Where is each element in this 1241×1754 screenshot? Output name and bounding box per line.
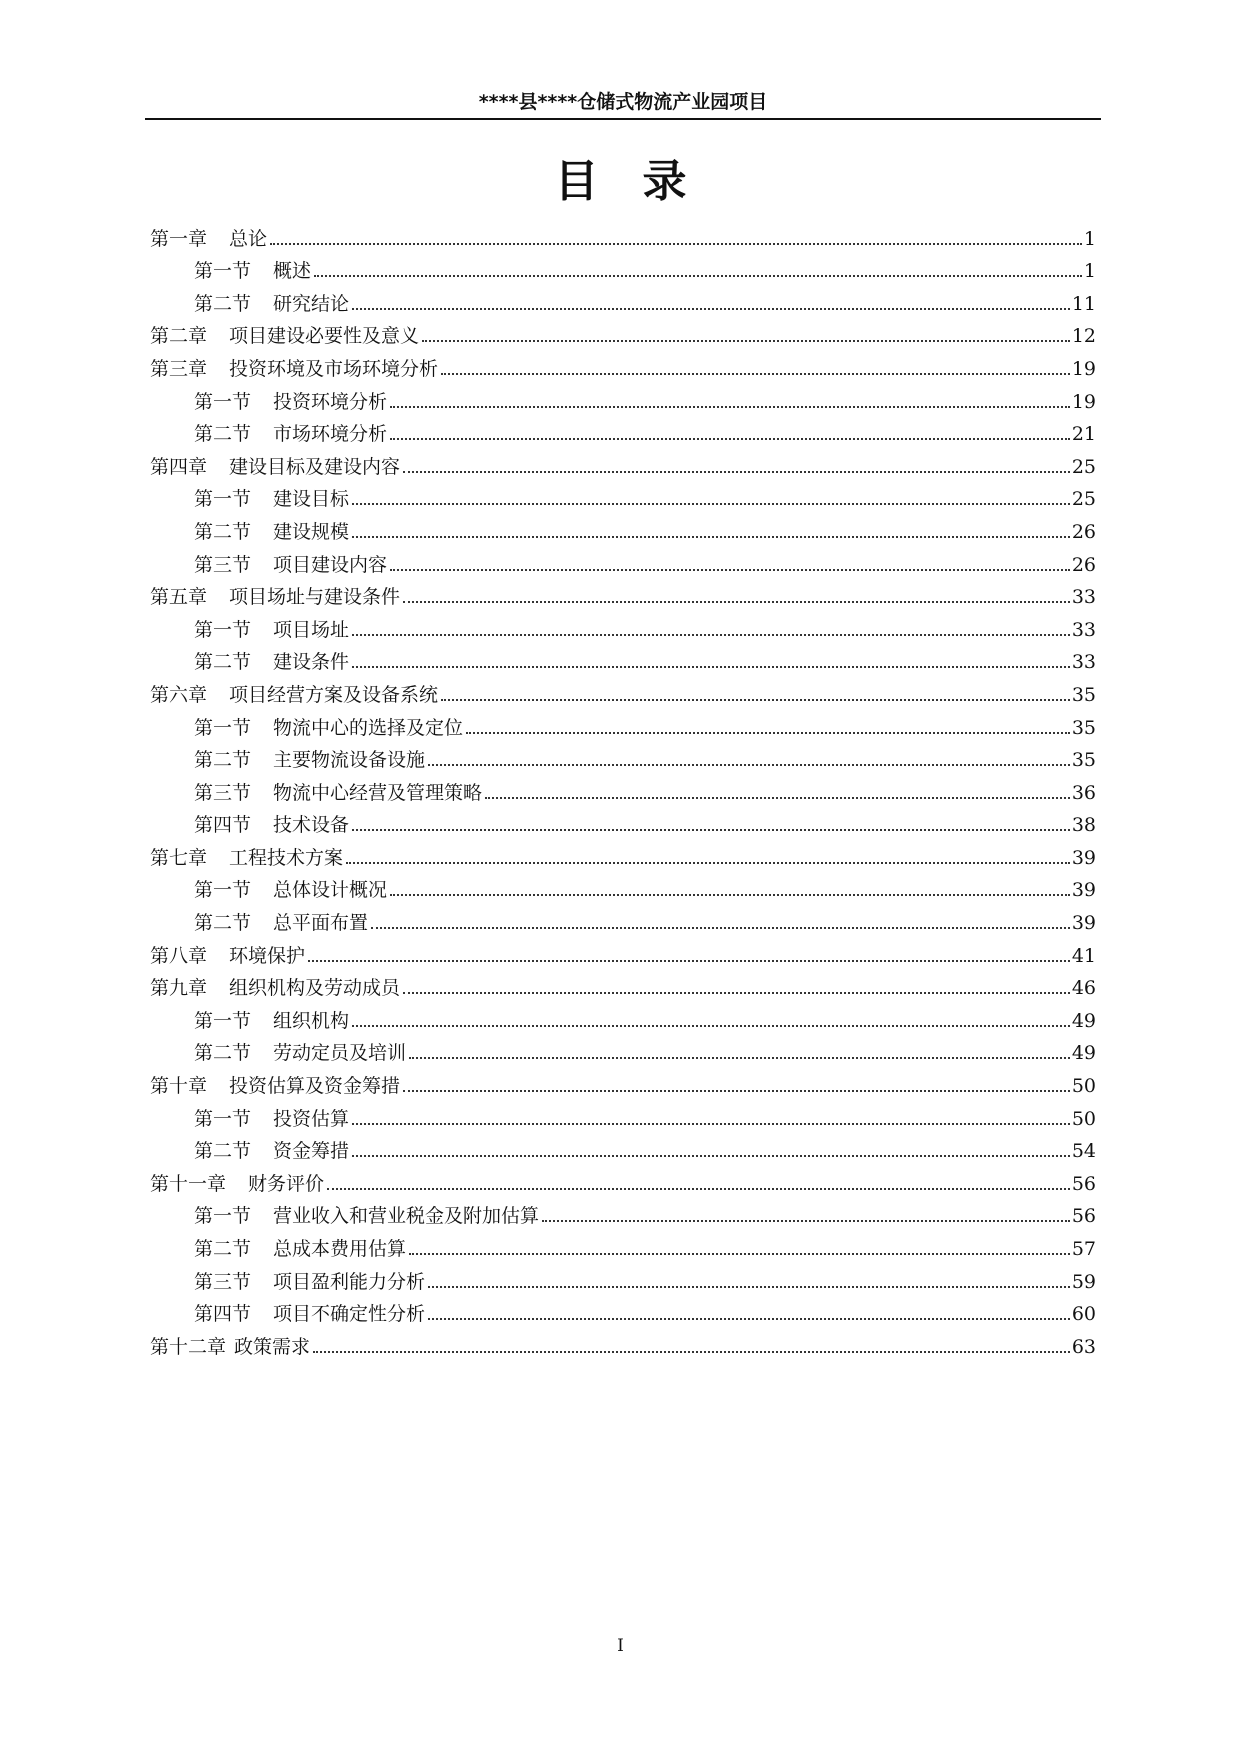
toc-entry-page: 1 bbox=[1083, 260, 1096, 283]
dot-leader bbox=[352, 829, 1070, 831]
dot-leader bbox=[428, 1318, 1070, 1320]
toc-entry-page: 36 bbox=[1071, 781, 1096, 804]
toc-entry-label bbox=[150, 944, 305, 968]
toc-entry-page: 26 bbox=[1071, 520, 1096, 543]
toc-entry-title: 概述 bbox=[273, 260, 312, 283]
toc-entry-label bbox=[150, 455, 400, 479]
toc-entry-title: 营业收入和营业税金及附加估算 bbox=[273, 1205, 540, 1228]
dot-leader bbox=[428, 1286, 1070, 1288]
toc-entry-title: 投资估算及资金筹措 bbox=[229, 1075, 401, 1098]
toc-entry-page: 50 bbox=[1071, 1075, 1096, 1098]
toc-entry-page: 12 bbox=[1071, 325, 1096, 348]
toc-section-entry[interactable] bbox=[150, 479, 1096, 512]
dot-leader bbox=[352, 536, 1070, 538]
toc-entry-label bbox=[150, 1172, 324, 1196]
toc-entry-page: 25 bbox=[1071, 488, 1096, 511]
toc-chapter-entry[interactable] bbox=[150, 837, 1096, 870]
toc-entry-title: 资金筹措 bbox=[273, 1140, 350, 1163]
dot-leader bbox=[308, 960, 1070, 962]
toc-entry-title: 环境保护 bbox=[229, 944, 306, 967]
toc-entry-title: 政策需求 bbox=[234, 1335, 311, 1358]
toc-entry-title: 工程技术方案 bbox=[229, 846, 344, 869]
toc-chapter-entry[interactable] bbox=[150, 316, 1096, 349]
toc-entry-label bbox=[194, 911, 368, 935]
toc-section-entry[interactable] bbox=[150, 1033, 1096, 1066]
toc-entry-title: 项目场址与建设条件 bbox=[229, 586, 401, 609]
toc-entry-number: 第二节 bbox=[194, 1042, 252, 1065]
dot-leader bbox=[409, 1057, 1070, 1059]
dot-leader bbox=[485, 797, 1070, 799]
toc-entry-number: 第二节 bbox=[194, 1238, 252, 1260]
toc-entry-number: 第一节 bbox=[194, 618, 252, 641]
toc-entry-label bbox=[194, 422, 387, 446]
toc-entry-number: 第一节 bbox=[194, 390, 252, 413]
toc-entry-title: 投资环境及市场环境分析 bbox=[229, 357, 439, 380]
toc-entry-label bbox=[194, 259, 311, 283]
toc-section-entry[interactable] bbox=[150, 1131, 1096, 1164]
toc-entry-label bbox=[194, 1204, 539, 1228]
dot-leader bbox=[390, 569, 1070, 571]
toc-entry-page: 54 bbox=[1071, 1140, 1096, 1163]
toc-entry-number: 第二节 bbox=[194, 423, 252, 446]
toc-section-entry[interactable] bbox=[150, 1228, 1096, 1261]
toc-chapter-entry[interactable] bbox=[150, 1326, 1096, 1359]
toc-entry-label bbox=[150, 324, 419, 348]
toc-title: 目录 bbox=[554, 156, 731, 207]
toc-section-entry[interactable] bbox=[150, 283, 1096, 316]
toc-entry-title: 项目建设必要性及意义 bbox=[229, 325, 420, 348]
dot-leader bbox=[352, 666, 1070, 668]
toc-entry-title: 财务评价 bbox=[248, 1172, 325, 1195]
dot-leader bbox=[441, 373, 1070, 375]
toc-entry-title: 投资估算 bbox=[273, 1107, 350, 1130]
toc-entry-label bbox=[194, 553, 387, 577]
toc-chapter-entry[interactable] bbox=[150, 348, 1096, 381]
toc-entry-title: 投资环境分析 bbox=[273, 390, 388, 413]
toc-entry-page: 39 bbox=[1071, 879, 1096, 902]
dot-leader bbox=[371, 927, 1070, 929]
toc-entry-title: 主要物流设备设施 bbox=[273, 749, 426, 772]
toc-chapter-entry[interactable] bbox=[150, 935, 1096, 968]
toc-entry-page: 49 bbox=[1071, 1042, 1096, 1065]
toc-entry-number: 第三节 bbox=[194, 1270, 252, 1293]
toc-entry-label bbox=[194, 292, 349, 316]
dot-leader bbox=[390, 438, 1070, 440]
dot-leader bbox=[403, 1090, 1070, 1092]
toc-section-entry[interactable] bbox=[150, 1261, 1096, 1294]
toc-section-entry[interactable] bbox=[150, 772, 1096, 805]
toc-entry-title: 物流中心经营及管理策略 bbox=[273, 781, 483, 804]
toc-chapter-entry[interactable] bbox=[150, 1065, 1096, 1098]
toc-chapter-entry[interactable] bbox=[150, 446, 1096, 479]
toc-entry-number: 第八章 bbox=[150, 944, 208, 967]
dot-leader bbox=[542, 1220, 1070, 1222]
toc-chapter-entry[interactable] bbox=[150, 1163, 1096, 1196]
toc-entry-number: 第二节 bbox=[194, 749, 252, 772]
toc-entry-number: 第一节 bbox=[194, 716, 252, 739]
toc-entry-number: 第二节 bbox=[194, 912, 252, 935]
toc-entry-label bbox=[194, 520, 349, 544]
toc-section-entry[interactable] bbox=[150, 1000, 1096, 1033]
toc-entry-number: 第二节 bbox=[194, 520, 252, 543]
toc-entry-title: 劳动定员及培训 bbox=[273, 1042, 407, 1065]
toc-entry-label bbox=[150, 683, 438, 707]
toc-section-entry[interactable] bbox=[150, 511, 1096, 544]
dot-leader bbox=[403, 601, 1070, 603]
dot-leader bbox=[352, 1025, 1070, 1027]
toc-entry-number: 第十章 bbox=[150, 1075, 208, 1098]
toc-entry-number: 第九章 bbox=[150, 977, 208, 1000]
dot-leader bbox=[390, 406, 1070, 408]
table-of-contents bbox=[150, 218, 1096, 1359]
toc-entry-title: 建设目标及建设内容 bbox=[229, 455, 401, 478]
toc-entry-number: 第六章 bbox=[150, 683, 208, 706]
toc-entry-label bbox=[150, 227, 267, 251]
toc-entry-page: 21 bbox=[1071, 423, 1096, 446]
toc-entry-page: 25 bbox=[1071, 455, 1096, 478]
dot-leader bbox=[390, 894, 1070, 896]
toc-entry-title: 项目不确定性分析 bbox=[273, 1303, 426, 1326]
toc-entry-number: 第二节 bbox=[194, 651, 252, 674]
toc-entry-page: 33 bbox=[1071, 651, 1096, 674]
dot-leader bbox=[352, 1155, 1070, 1157]
toc-entry-page: 41 bbox=[1071, 944, 1096, 967]
toc-section-entry[interactable] bbox=[150, 609, 1096, 642]
dot-leader bbox=[403, 992, 1070, 994]
toc-entry-page: 46 bbox=[1071, 977, 1096, 1000]
page-header bbox=[145, 86, 1101, 120]
toc-entry-number: 第一节 bbox=[194, 1205, 252, 1228]
toc-entry-label bbox=[194, 716, 463, 740]
toc-entry-number: 第二节 bbox=[194, 292, 252, 315]
toc-entry-title: 总体设计概况 bbox=[273, 879, 388, 902]
toc-section-entry[interactable] bbox=[150, 740, 1096, 773]
toc-entry-number: 第二节 bbox=[194, 1140, 252, 1163]
toc-chapter-entry[interactable] bbox=[150, 674, 1096, 707]
toc-entry-page: 38 bbox=[1071, 814, 1096, 837]
toc-entry-title: 项目场址 bbox=[273, 618, 350, 641]
toc-entry-label bbox=[150, 585, 400, 609]
toc-entry-label bbox=[150, 1074, 400, 1098]
toc-entry-label bbox=[194, 1139, 349, 1163]
toc-section-entry[interactable] bbox=[150, 1196, 1096, 1229]
toc-section-entry[interactable] bbox=[150, 870, 1096, 903]
toc-entry-page: 35 bbox=[1071, 683, 1096, 706]
toc-entry-title: 项目经营方案及设备系统 bbox=[229, 683, 439, 706]
toc-entry-page: 35 bbox=[1071, 749, 1096, 772]
toc-entry-page: 59 bbox=[1071, 1270, 1096, 1293]
toc-entry-number: 第三节 bbox=[194, 781, 252, 804]
dot-leader bbox=[403, 471, 1070, 473]
toc-section-entry[interactable] bbox=[150, 642, 1096, 675]
toc-entry-title: 总平面布置 bbox=[273, 912, 369, 935]
toc-entry-page: 50 bbox=[1071, 1107, 1096, 1130]
toc-chapter-entry[interactable] bbox=[150, 218, 1096, 251]
toc-section-entry[interactable] bbox=[150, 414, 1096, 447]
toc-entry-page: 26 bbox=[1071, 553, 1096, 576]
toc-entry-page: 56 bbox=[1071, 1172, 1096, 1195]
toc-entry-title: 组织机构及劳动成员 bbox=[229, 977, 401, 1000]
dot-leader bbox=[352, 1123, 1070, 1125]
toc-entry-title: 技术设备 bbox=[273, 814, 350, 837]
dot-leader bbox=[352, 634, 1070, 636]
dot-leader bbox=[314, 275, 1082, 277]
toc-entry-number: 第七章 bbox=[150, 846, 208, 869]
toc-entry-label bbox=[194, 781, 482, 805]
toc-entry-page: 19 bbox=[1071, 390, 1096, 413]
toc-entry-number: 第一节 bbox=[194, 1107, 252, 1130]
toc-entry-page: 39 bbox=[1071, 846, 1096, 869]
toc-entry-title: 市场环境分析 bbox=[273, 423, 388, 446]
toc-entry-label bbox=[194, 1107, 349, 1131]
toc-entry-number: 第一章 bbox=[150, 227, 208, 250]
toc-entry-title: 建设条件 bbox=[273, 651, 350, 674]
toc-entry-label bbox=[194, 1270, 425, 1294]
toc-section-entry[interactable] bbox=[150, 707, 1096, 740]
toc-entry-label bbox=[150, 1335, 310, 1359]
toc-entry-page: 33 bbox=[1071, 586, 1096, 609]
toc-entry-label bbox=[194, 1302, 425, 1326]
toc-entry-page: 60 bbox=[1071, 1303, 1096, 1326]
dot-leader bbox=[270, 243, 1082, 245]
toc-section-entry[interactable] bbox=[150, 544, 1096, 577]
toc-entry-label bbox=[194, 390, 387, 414]
dot-leader bbox=[352, 503, 1070, 505]
toc-entry-title: 总论 bbox=[229, 227, 268, 250]
toc-entry-title: 项目建设内容 bbox=[273, 553, 388, 576]
toc-entry-title: 组织机构 bbox=[273, 1009, 350, 1032]
toc-entry-page: 1 bbox=[1083, 227, 1096, 250]
toc-entry-number: 第四节 bbox=[194, 1303, 252, 1326]
dot-leader bbox=[466, 732, 1070, 734]
toc-entry-page: 56 bbox=[1071, 1205, 1096, 1228]
toc-entry-number: 第十一章 bbox=[150, 1172, 227, 1195]
toc-entry-page: 35 bbox=[1071, 716, 1096, 739]
toc-entry-number: 第一节 bbox=[194, 260, 252, 283]
page-number: I bbox=[617, 1636, 624, 1656]
toc-entry-label bbox=[194, 1009, 349, 1033]
toc-entry-label bbox=[194, 878, 387, 902]
toc-entry-label bbox=[150, 846, 343, 870]
header-title: ****县****仓储式物流产业园项目 bbox=[478, 91, 768, 113]
toc-entry-label bbox=[194, 1041, 406, 1065]
dot-leader bbox=[346, 862, 1070, 864]
toc-section-entry[interactable] bbox=[150, 805, 1096, 838]
toc-entry-page: 39 bbox=[1071, 912, 1096, 935]
toc-entry-label bbox=[194, 487, 349, 511]
toc-entry-number: 第五章 bbox=[150, 586, 208, 609]
toc-entry-label bbox=[194, 650, 349, 674]
toc-entry-number: 第一节 bbox=[194, 879, 252, 902]
toc-entry-number: 第四章 bbox=[150, 455, 208, 478]
toc-entry-page: 63 bbox=[1071, 1335, 1096, 1358]
toc-entry-title: 项目盈利能力分析 bbox=[273, 1270, 426, 1293]
toc-entry-label bbox=[194, 748, 425, 772]
toc-entry-title: 总成本费用估算 bbox=[273, 1238, 407, 1260]
toc-entry-label bbox=[150, 357, 438, 381]
toc-chapter-entry[interactable] bbox=[150, 577, 1096, 610]
dot-leader bbox=[352, 308, 1070, 310]
toc-entry-page: 11 bbox=[1071, 292, 1096, 315]
dot-leader bbox=[428, 764, 1070, 766]
toc-entry-label bbox=[194, 618, 349, 642]
toc-entry-number: 第二章 bbox=[150, 325, 208, 348]
toc-entry-number: 第三章 bbox=[150, 357, 208, 380]
toc-entry-title: 建设规模 bbox=[273, 520, 350, 543]
toc-entry-label bbox=[194, 1237, 406, 1261]
toc-entry-number: 第一节 bbox=[194, 488, 252, 511]
toc-entry-page: 33 bbox=[1071, 618, 1096, 641]
dot-leader bbox=[422, 340, 1070, 342]
toc-entry-page: 19 bbox=[1071, 357, 1096, 380]
toc-entry-label bbox=[150, 976, 400, 1000]
toc-entry-number: 第四节 bbox=[194, 814, 252, 837]
toc-entry-number: 第三节 bbox=[194, 553, 252, 576]
dot-leader bbox=[409, 1253, 1070, 1255]
toc-entry-title: 研究结论 bbox=[273, 292, 350, 315]
toc-entry-label bbox=[194, 813, 349, 837]
toc-section-entry[interactable] bbox=[150, 381, 1096, 414]
dot-leader bbox=[441, 699, 1070, 701]
toc-entry-number: 第十二章 bbox=[150, 1335, 227, 1358]
toc-chapter-entry[interactable] bbox=[150, 968, 1096, 1001]
toc-entry-number: 第一节 bbox=[194, 1009, 252, 1032]
toc-section-entry[interactable] bbox=[150, 251, 1096, 284]
dot-leader bbox=[313, 1351, 1070, 1353]
toc-section-entry[interactable] bbox=[150, 902, 1096, 935]
dot-leader bbox=[327, 1188, 1070, 1190]
toc-entry-page: 49 bbox=[1071, 1009, 1096, 1032]
toc-entry-title: 物流中心的选择及定位 bbox=[273, 716, 464, 739]
toc-entry-title: 建设目标 bbox=[273, 488, 350, 511]
toc-section-entry[interactable] bbox=[150, 1098, 1096, 1131]
toc-entry-page: 57 bbox=[1071, 1238, 1096, 1260]
toc-section-entry[interactable] bbox=[150, 1294, 1096, 1327]
